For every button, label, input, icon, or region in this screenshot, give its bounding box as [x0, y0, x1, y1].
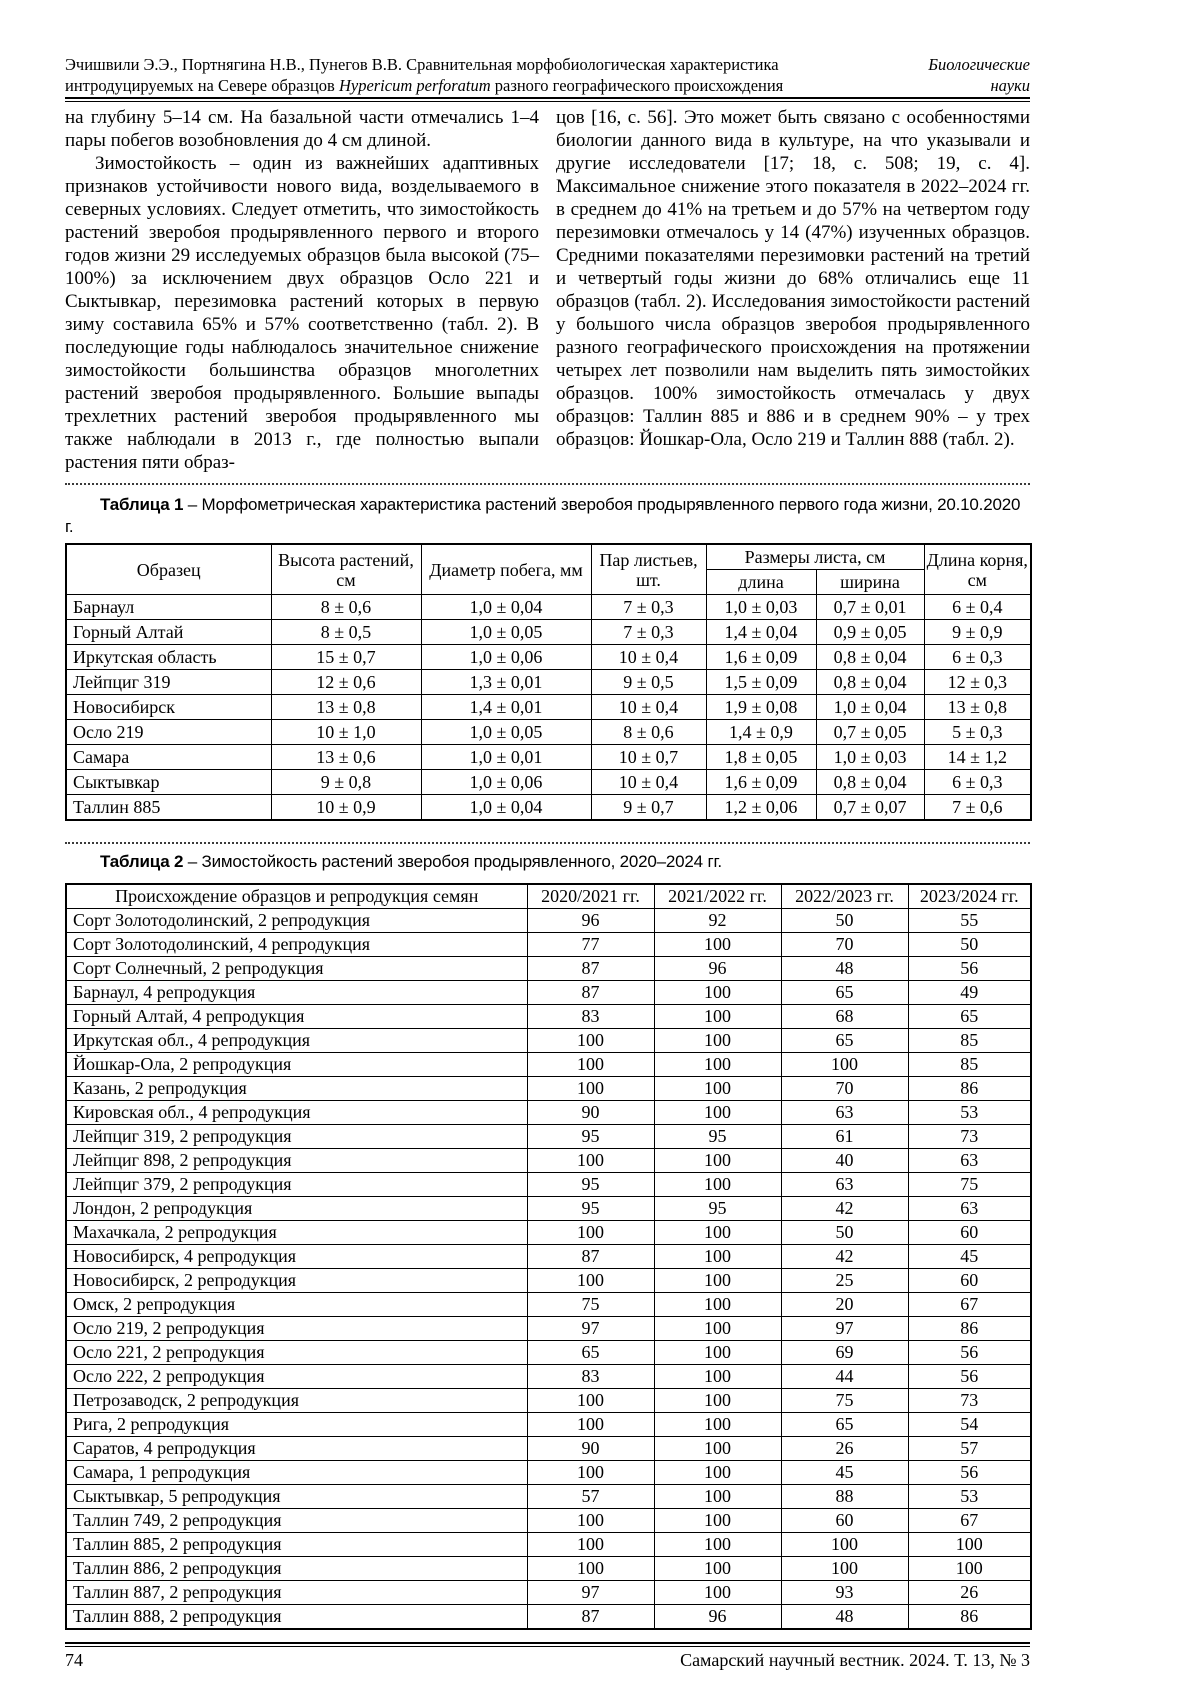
value-cell: 100: [527, 1053, 654, 1077]
value-cell: 87: [527, 1245, 654, 1269]
table-row: [66, 1365, 1031, 1389]
value-cell: 1,6 ± 0,09: [706, 645, 816, 670]
row-label-cell: Омск, 2 репродукция: [66, 1293, 527, 1317]
value-cell: 1,8 ± 0,05: [706, 745, 816, 770]
value-cell: 1,0 ± 0,04: [816, 695, 924, 720]
col-header-pairs: Пар листьев, шт.: [591, 544, 706, 595]
value-cell: 100: [654, 1509, 781, 1533]
col-header-2021-2022: 2021/2022 гг.: [654, 884, 781, 909]
value-cell: 1,2 ± 0,06: [706, 795, 816, 821]
table-row: [66, 1125, 1031, 1149]
col-header-sample: Образец: [66, 544, 271, 595]
value-cell: 13 ± 0,8: [924, 695, 1031, 720]
row-label-cell: Сорт Солнечный, 2 репродукция: [66, 957, 527, 981]
value-cell: 70: [781, 1077, 908, 1101]
value-cell: 100: [654, 1221, 781, 1245]
value-cell: 54: [908, 1413, 1031, 1437]
value-cell: 40: [781, 1149, 908, 1173]
col-header-root: Длина корня, см: [924, 544, 1031, 595]
paragraph: Зимостойкость – один из важнейших адаптивных признаков устойчивости нового вида, возделываемого в северных условиях. Следует отметить, что зимостойкость растений зверобоя продырявленного первого и второго годов жизни 29 исследуемых образцов была высокой (75–100%) за исключением двух образцов Осло 221 и Сыктывкар, перезимовка растений которых в первую зиму составила 65% и 57% соответственно (табл. 2). В последующие годы наблюдалось значительное снижение зимостойкости большинства образцов многолетних растений зверобоя продырявленного. Большие выпады трехлетних растений зверобоя продырявленного мы также наблюдали в 2013 г., где полностью выпали растения пяти образ-: [65, 153, 539, 473]
value-cell: 42: [781, 1245, 908, 1269]
value-cell: 67: [908, 1293, 1031, 1317]
table-row: [66, 957, 1031, 981]
value-cell: 65: [781, 1029, 908, 1053]
row-label-cell: Новосибирск: [66, 695, 271, 720]
value-cell: 100: [654, 1557, 781, 1581]
value-cell: 65: [908, 1005, 1031, 1029]
value-cell: 49: [908, 981, 1031, 1005]
value-cell: 1,5 ± 0,09: [706, 670, 816, 695]
value-cell: 10 ± 0,9: [271, 795, 421, 821]
value-cell: 12 ± 0,3: [924, 670, 1031, 695]
table-row: [66, 1053, 1031, 1077]
value-cell: 6 ± 0,3: [924, 770, 1031, 795]
value-cell: 100: [654, 1149, 781, 1173]
value-cell: 67: [908, 1509, 1031, 1533]
value-cell: 97: [781, 1317, 908, 1341]
table-row: [66, 1173, 1031, 1197]
value-cell: 6 ± 0,3: [924, 645, 1031, 670]
value-cell: 9 ± 0,5: [591, 670, 706, 695]
value-cell: 10 ± 0,4: [591, 695, 706, 720]
page-number: 74: [65, 1650, 83, 1670]
value-cell: 97: [527, 1581, 654, 1605]
table-row: [66, 745, 1031, 770]
value-cell: 1,0 ± 0,03: [816, 745, 924, 770]
value-cell: 86: [908, 1317, 1031, 1341]
value-cell: 8 ± 0,6: [271, 595, 421, 620]
value-cell: 9 ± 0,8: [271, 770, 421, 795]
journal-title: Самарский научный вестник. 2024. Т. 13, № 3: [680, 1650, 1030, 1670]
row-label-cell: Саратов, 4 репродукция: [66, 1437, 527, 1461]
value-cell: 7 ± 0,6: [924, 795, 1031, 821]
value-cell: 0,8 ± 0,04: [816, 670, 924, 695]
row-label-cell: Новосибирск, 2 репродукция: [66, 1269, 527, 1293]
row-label-cell: Таллин 888, 2 репродукция: [66, 1605, 527, 1630]
col-header-leaf-length: длина: [706, 570, 816, 595]
row-label-cell: Йошкар-Ола, 2 репродукция: [66, 1053, 527, 1077]
value-cell: 10 ± 1,0: [271, 720, 421, 745]
value-cell: 57: [908, 1437, 1031, 1461]
table2-caption-label: Таблица 2: [100, 852, 184, 871]
value-cell: 100: [527, 1077, 654, 1101]
table-row: [66, 1581, 1031, 1605]
value-cell: 0,8 ± 0,04: [816, 770, 924, 795]
value-cell: 100: [527, 1509, 654, 1533]
running-title-line1: Эчишвили Э.Э., Портнягина Н.В., Пунегов В.В. Сравнительная морфобиологическая характеристика: [65, 55, 779, 74]
value-cell: 73: [908, 1125, 1031, 1149]
value-cell: 20: [781, 1293, 908, 1317]
col-header-height: Высота растений, см: [271, 544, 421, 595]
value-cell: 100: [908, 1533, 1031, 1557]
table-row: [66, 1533, 1031, 1557]
table1-caption-label: Таблица 1: [100, 495, 184, 514]
table2-caption: [65, 851, 1030, 873]
value-cell: 0,7 ± 0,07: [816, 795, 924, 821]
value-cell: 83: [527, 1005, 654, 1029]
value-cell: 100: [654, 1245, 781, 1269]
value-cell: 95: [527, 1173, 654, 1197]
value-cell: 100: [781, 1557, 908, 1581]
value-cell: 87: [527, 981, 654, 1005]
value-cell: 1,0 ± 0,04: [421, 595, 591, 620]
table-row: [66, 1221, 1031, 1245]
value-cell: 60: [781, 1509, 908, 1533]
row-label-cell: Таллин 885: [66, 795, 271, 821]
value-cell: 5 ± 0,3: [924, 720, 1031, 745]
table-row: [66, 670, 1031, 695]
row-label-cell: Рига, 2 репродукция: [66, 1413, 527, 1437]
value-cell: 6 ± 0,4: [924, 595, 1031, 620]
value-cell: 100: [654, 1077, 781, 1101]
value-cell: 100: [527, 1269, 654, 1293]
table2-header: [66, 884, 1031, 909]
row-label-cell: Петрозаводск, 2 репродукция: [66, 1389, 527, 1413]
value-cell: 55: [908, 909, 1031, 933]
row-label-cell: Казань, 2 репродукция: [66, 1077, 527, 1101]
col-header-2020-2021: 2020/2021 гг.: [527, 884, 654, 909]
value-cell: 13 ± 0,8: [271, 695, 421, 720]
row-label-cell: Новосибирск, 4 репродукция: [66, 1245, 527, 1269]
value-cell: 63: [781, 1173, 908, 1197]
value-cell: 15 ± 0,7: [271, 645, 421, 670]
value-cell: 100: [654, 933, 781, 957]
value-cell: 100: [527, 1461, 654, 1485]
running-title: [65, 54, 825, 96]
row-label-cell: Сыктывкар, 5 репродукция: [66, 1485, 527, 1509]
table-row: [66, 1389, 1031, 1413]
value-cell: 100: [654, 1293, 781, 1317]
value-cell: 1,4 ± 0,9: [706, 720, 816, 745]
col-header-2022-2023: 2022/2023 гг.: [781, 884, 908, 909]
value-cell: 63: [908, 1197, 1031, 1221]
value-cell: 65: [781, 1413, 908, 1437]
row-label-cell: Сыктывкар: [66, 770, 271, 795]
value-cell: 60: [908, 1221, 1031, 1245]
value-cell: 14 ± 1,2: [924, 745, 1031, 770]
table-row: [66, 1557, 1031, 1581]
row-label-cell: Сорт Золотодолинский, 4 репродукция: [66, 933, 527, 957]
row-label-cell: Иркутская область: [66, 645, 271, 670]
table-row: [66, 1509, 1031, 1533]
value-cell: 100: [654, 1173, 781, 1197]
value-cell: 95: [654, 1197, 781, 1221]
dotted-separator: [65, 842, 1030, 844]
value-cell: 97: [527, 1317, 654, 1341]
value-cell: 70: [781, 933, 908, 957]
section-label: Биологические науки: [928, 55, 1030, 95]
value-cell: 95: [527, 1125, 654, 1149]
value-cell: 90: [527, 1101, 654, 1125]
value-cell: 100: [527, 1413, 654, 1437]
value-cell: 93: [781, 1581, 908, 1605]
row-label-cell: Лейпциг 319, 2 репродукция: [66, 1125, 527, 1149]
table-row: [66, 1101, 1031, 1125]
value-cell: 100: [781, 1533, 908, 1557]
value-cell: 1,3 ± 0,01: [421, 670, 591, 695]
value-cell: 75: [908, 1173, 1031, 1197]
value-cell: 45: [781, 1461, 908, 1485]
body-column-left: [65, 106, 539, 474]
footer-rule: [65, 1642, 1030, 1647]
value-cell: 100: [654, 1485, 781, 1509]
value-cell: 10 ± 0,4: [591, 645, 706, 670]
table-row: [66, 770, 1031, 795]
table-row: [66, 795, 1031, 821]
row-label-cell: Осло 219, 2 репродукция: [66, 1317, 527, 1341]
value-cell: 100: [654, 1389, 781, 1413]
table-row: [66, 981, 1031, 1005]
running-title-line2: интродуцируемых на Севере образцов Hypericum perforatum разного географического происхождения: [65, 76, 784, 95]
row-label-cell: Осло 222, 2 репродукция: [66, 1365, 527, 1389]
page-footer: [65, 1650, 1030, 1671]
value-cell: 88: [781, 1485, 908, 1509]
value-cell: 44: [781, 1365, 908, 1389]
table-row: [66, 1437, 1031, 1461]
header-rule: [65, 97, 1030, 102]
paragraph: цов [16, с. 56]. Это может быть связано с особенностями биологии данного вида в культуре, на что указывали и другие исследователи [17; 18, с. 508; 19, с. 4]. Максимальное снижение этого показателя в 2022–2024 гг. в среднем до 41% на третьем и до 57% на четвертом году перезимовки отмечалось у 14 (47%) изученных образцов. Средними показателями перезимовки растений на третий и четвертый годы жизни до 68% отличались еще 11 образцов (табл. 2). Исследования зимостойкости растений у большого числа образцов зверобоя продырявленного разного географического происхождения на протяжении четырех лет позволили нам выделить пять зимостойких образцов. 100% зимостойкость отмечалась у двух образцов: Таллин 885 и 886 и в среднем 90% – у трех образцов: Йошкар-Ола, Осло 219 и Таллин 888 (табл. 2).: [556, 107, 1030, 450]
table-row: [66, 1317, 1031, 1341]
value-cell: 0,7 ± 0,05: [816, 720, 924, 745]
value-cell: 100: [654, 1317, 781, 1341]
value-cell: 10 ± 0,7: [591, 745, 706, 770]
table2-winter-hardiness: [65, 883, 1032, 1630]
value-cell: 85: [908, 1053, 1031, 1077]
value-cell: 61: [781, 1125, 908, 1149]
row-label-cell: Сорт Золотодолинский, 2 репродукция: [66, 909, 527, 933]
value-cell: 100: [654, 1101, 781, 1125]
row-label-cell: Самара, 1 репродукция: [66, 1461, 527, 1485]
row-label-cell: Осло 219: [66, 720, 271, 745]
value-cell: 100: [654, 1269, 781, 1293]
value-cell: 85: [908, 1029, 1031, 1053]
row-label-cell: Таллин 885, 2 репродукция: [66, 1533, 527, 1557]
table-row: [66, 1269, 1031, 1293]
value-cell: 1,0 ± 0,06: [421, 645, 591, 670]
table1-caption: [65, 494, 1030, 538]
table1-header: [66, 544, 1031, 595]
table-row: [66, 1413, 1031, 1437]
row-label-cell: Лондон, 2 репродукция: [66, 1197, 527, 1221]
row-label-cell: Барнаул: [66, 595, 271, 620]
row-label-cell: Барнаул, 4 репродукция: [66, 981, 527, 1005]
value-cell: 1,0 ± 0,05: [421, 720, 591, 745]
value-cell: 7 ± 0,3: [591, 620, 706, 645]
table-row: [66, 1149, 1031, 1173]
table2-caption-text: – Зимостойкость растений зверобоя продырявленного, 2020–2024 гг.: [183, 852, 722, 871]
value-cell: 83: [527, 1365, 654, 1389]
value-cell: 100: [654, 1581, 781, 1605]
value-cell: 63: [781, 1101, 908, 1125]
value-cell: 26: [781, 1437, 908, 1461]
value-cell: 75: [781, 1389, 908, 1413]
paragraph: на глубину 5–14 см. На базальной части отмечались 1–4 пары побегов возобновления до 4 см длиной.: [65, 107, 539, 151]
value-cell: 73: [908, 1389, 1031, 1413]
value-cell: 0,8 ± 0,04: [816, 645, 924, 670]
value-cell: 100: [527, 1389, 654, 1413]
value-cell: 96: [654, 1605, 781, 1630]
value-cell: 56: [908, 1341, 1031, 1365]
value-cell: 100: [527, 1149, 654, 1173]
value-cell: 56: [908, 957, 1031, 981]
value-cell: 86: [908, 1605, 1031, 1630]
value-cell: 95: [527, 1197, 654, 1221]
value-cell: 0,9 ± 0,05: [816, 620, 924, 645]
value-cell: 9 ± 0,9: [924, 620, 1031, 645]
row-label-cell: Кировская обл., 4 репродукция: [66, 1101, 527, 1125]
value-cell: 77: [527, 933, 654, 957]
value-cell: 9 ± 0,7: [591, 795, 706, 821]
value-cell: 100: [527, 1029, 654, 1053]
value-cell: 48: [781, 1605, 908, 1630]
table-row: [66, 933, 1031, 957]
value-cell: 1,9 ± 0,08: [706, 695, 816, 720]
value-cell: 87: [527, 957, 654, 981]
value-cell: 1,0 ± 0,03: [706, 595, 816, 620]
value-cell: 42: [781, 1197, 908, 1221]
body-column-right: [556, 106, 1030, 474]
col-header-leaf-size: Размеры листа, см: [706, 544, 924, 570]
table-row: [66, 1197, 1031, 1221]
value-cell: 56: [908, 1461, 1031, 1485]
value-cell: 100: [654, 1533, 781, 1557]
running-header: [65, 54, 1030, 96]
value-cell: 1,0 ± 0,01: [421, 745, 591, 770]
body-text: [65, 106, 1030, 474]
table-row: [66, 645, 1031, 670]
dotted-separator: [65, 483, 1030, 485]
table-row: [66, 1077, 1031, 1101]
table-row: [66, 1293, 1031, 1317]
row-label-cell: Самара: [66, 745, 271, 770]
value-cell: 65: [527, 1341, 654, 1365]
value-cell: 50: [908, 933, 1031, 957]
value-cell: 100: [527, 1221, 654, 1245]
value-cell: 100: [654, 1437, 781, 1461]
table-row: [66, 909, 1031, 933]
table-row: [66, 1029, 1031, 1053]
table-row: [66, 1461, 1031, 1485]
table-row: [66, 620, 1031, 645]
value-cell: 100: [527, 1533, 654, 1557]
value-cell: 45: [908, 1245, 1031, 1269]
table-row: [66, 720, 1031, 745]
col-header-leaf-width: ширина: [816, 570, 924, 595]
col-header-diameter: Диаметр побега, мм: [421, 544, 591, 595]
value-cell: 48: [781, 957, 908, 981]
row-label-cell: Махачкала, 2 репродукция: [66, 1221, 527, 1245]
table-row: [66, 1605, 1031, 1630]
value-cell: 13 ± 0,6: [271, 745, 421, 770]
value-cell: 100: [654, 1029, 781, 1053]
value-cell: 10 ± 0,4: [591, 770, 706, 795]
value-cell: 1,4 ± 0,01: [421, 695, 591, 720]
value-cell: 60: [908, 1269, 1031, 1293]
value-cell: 26: [908, 1581, 1031, 1605]
value-cell: 96: [654, 957, 781, 981]
table1-morphometrics: [65, 543, 1032, 821]
value-cell: 92: [654, 909, 781, 933]
table-row: [66, 1485, 1031, 1509]
value-cell: 65: [781, 981, 908, 1005]
row-label-cell: Лейпциг 898, 2 репродукция: [66, 1149, 527, 1173]
row-label-cell: Таллин 886, 2 репродукция: [66, 1557, 527, 1581]
value-cell: 63: [908, 1149, 1031, 1173]
value-cell: 86: [908, 1077, 1031, 1101]
value-cell: 7 ± 0,3: [591, 595, 706, 620]
value-cell: 90: [527, 1437, 654, 1461]
value-cell: 8 ± 0,6: [591, 720, 706, 745]
value-cell: 68: [781, 1005, 908, 1029]
value-cell: 96: [527, 909, 654, 933]
value-cell: 69: [781, 1341, 908, 1365]
col-header-2023-2024: 2023/2024 гг.: [908, 884, 1031, 909]
value-cell: 1,4 ± 0,04: [706, 620, 816, 645]
table-row: [66, 1245, 1031, 1269]
value-cell: 95: [654, 1125, 781, 1149]
value-cell: 1,0 ± 0,04: [421, 795, 591, 821]
value-cell: 0,7 ± 0,01: [816, 595, 924, 620]
value-cell: 53: [908, 1485, 1031, 1509]
value-cell: 87: [527, 1605, 654, 1630]
row-label-cell: Горный Алтай: [66, 620, 271, 645]
row-label-cell: Таллин 887, 2 репродукция: [66, 1581, 527, 1605]
value-cell: 100: [908, 1557, 1031, 1581]
row-label-cell: Лейпциг 319: [66, 670, 271, 695]
species-name: Hypericum perforatum: [338, 76, 491, 95]
value-cell: 1,6 ± 0,09: [706, 770, 816, 795]
table-row: [66, 1341, 1031, 1365]
row-label-cell: Таллин 749, 2 репродукция: [66, 1509, 527, 1533]
value-cell: 12 ± 0,6: [271, 670, 421, 695]
col-header-origin: Происхождение образцов и репродукция семян: [66, 884, 527, 909]
value-cell: 25: [781, 1269, 908, 1293]
value-cell: 50: [781, 1221, 908, 1245]
table-row: [66, 695, 1031, 720]
value-cell: 56: [908, 1365, 1031, 1389]
value-cell: 100: [654, 1461, 781, 1485]
value-cell: 1,0 ± 0,06: [421, 770, 591, 795]
value-cell: 100: [654, 1365, 781, 1389]
row-label-cell: Иркутская обл., 4 репродукция: [66, 1029, 527, 1053]
row-label-cell: Горный Алтай, 4 репродукция: [66, 1005, 527, 1029]
table1-body: [66, 595, 1031, 821]
value-cell: 57: [527, 1485, 654, 1509]
value-cell: 100: [654, 1005, 781, 1029]
value-cell: 53: [908, 1101, 1031, 1125]
table2-body: [66, 909, 1031, 1630]
value-cell: 1,0 ± 0,05: [421, 620, 591, 645]
value-cell: 100: [654, 1413, 781, 1437]
value-cell: 50: [781, 909, 908, 933]
table-row: [66, 1005, 1031, 1029]
value-cell: 100: [781, 1053, 908, 1077]
table1-caption-text: – Морфометрическая характеристика растений зверобоя продырявленного первого года жизни, 20.10.2020 г.: [65, 495, 1021, 536]
table-row: [66, 595, 1031, 620]
row-label-cell: Лейпциг 379, 2 репродукция: [66, 1173, 527, 1197]
value-cell: 100: [654, 1053, 781, 1077]
value-cell: 75: [527, 1293, 654, 1317]
value-cell: 100: [654, 1341, 781, 1365]
value-cell: 8 ± 0,5: [271, 620, 421, 645]
value-cell: 100: [654, 981, 781, 1005]
row-label-cell: Осло 221, 2 репродукция: [66, 1341, 527, 1365]
value-cell: 100: [527, 1557, 654, 1581]
